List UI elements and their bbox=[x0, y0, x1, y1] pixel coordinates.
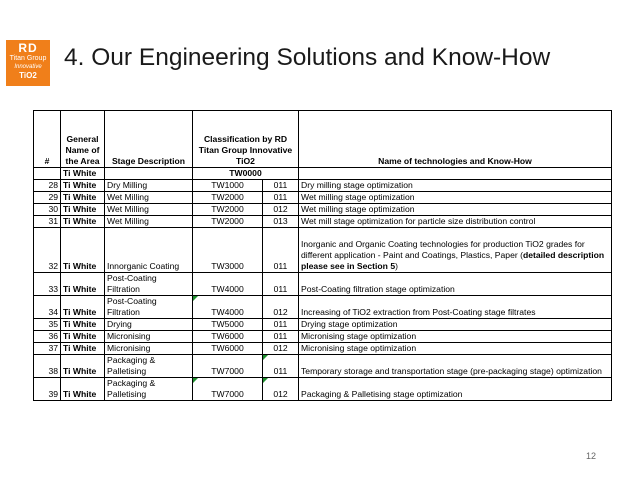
row-code: TW4000 bbox=[193, 273, 263, 296]
row-stage: Post-Coating Filtration bbox=[105, 273, 193, 296]
group-name bbox=[299, 168, 612, 180]
row-number: 34 bbox=[34, 296, 61, 319]
row-subcode: 012 bbox=[263, 204, 299, 216]
header-row bbox=[34, 111, 612, 168]
table-row bbox=[34, 273, 612, 296]
page-number: 12 bbox=[586, 451, 597, 461]
logo-brand: RD bbox=[18, 41, 38, 55]
row-stage: Wet Milling bbox=[105, 216, 193, 228]
row-number: 30 bbox=[34, 204, 61, 216]
table-row bbox=[34, 228, 612, 273]
group-stage bbox=[105, 168, 193, 180]
row-area: Ti White bbox=[61, 273, 105, 296]
header-technology-name: Name of technologies and Know-How bbox=[299, 111, 612, 168]
row-code: TW6000 bbox=[193, 331, 263, 343]
row-number: 33 bbox=[34, 273, 61, 296]
row-code: TW3000 bbox=[193, 228, 263, 273]
row-technology-name bbox=[299, 228, 612, 273]
row-technology-name: Drying stage optimization bbox=[299, 319, 612, 331]
row-technology-name: Temporary storage and transportation stage (pre-packaging stage) optimization bbox=[299, 355, 612, 378]
row-code: TW6000 bbox=[193, 343, 263, 355]
logo-line-3: TiO2 bbox=[19, 71, 37, 80]
table-row bbox=[34, 378, 612, 401]
row-area: Ti White bbox=[61, 180, 105, 192]
know-how-table bbox=[33, 110, 612, 401]
header-area: General Name of the Area bbox=[61, 111, 105, 168]
row-stage: Micronising bbox=[105, 331, 193, 343]
row-stage: Dry Milling bbox=[105, 180, 193, 192]
row-stage: Wet Milling bbox=[105, 204, 193, 216]
row-technology-name: Increasing of TiO2 extraction from Post-Coating stage filtrates bbox=[299, 296, 612, 319]
table-row bbox=[34, 204, 612, 216]
slide-title: 4. Our Engineering Solutions and Know-How bbox=[64, 44, 551, 71]
row-code: TW2000 bbox=[193, 216, 263, 228]
header-stage: Stage Description bbox=[105, 111, 193, 168]
company-logo bbox=[6, 40, 50, 86]
row-technology-name: Wet milling stage optimization bbox=[299, 204, 612, 216]
row-subcode: 012 bbox=[263, 296, 299, 319]
row-code: TW7000 bbox=[193, 378, 263, 401]
row-number: 29 bbox=[34, 192, 61, 204]
group-area: Ti White bbox=[61, 168, 105, 180]
row-area: Ti White bbox=[61, 192, 105, 204]
table-row bbox=[34, 343, 612, 355]
row-technology-name: Micronising stage optimization bbox=[299, 331, 612, 343]
row-subcode: 013 bbox=[263, 216, 299, 228]
section-reference: detailed description please see in Section 5 bbox=[301, 250, 605, 271]
row-area: Ti White bbox=[61, 296, 105, 319]
row-code: TW1000 bbox=[193, 180, 263, 192]
name-text: Inorganic and Organic Coating technologies for production TiO2 grades for different application - Paint and Coatings, Plastics, Paper ( bbox=[301, 239, 585, 260]
header-classification: Classification by RD Titan Group Innovative TiO2 bbox=[193, 111, 299, 168]
row-technology-name: Post-Coating filtration stage optimization bbox=[299, 273, 612, 296]
row-number: 32 bbox=[34, 228, 61, 273]
table-row bbox=[34, 180, 612, 192]
row-subcode: 012 bbox=[263, 343, 299, 355]
row-number: 38 bbox=[34, 355, 61, 378]
row-code: TW5000 bbox=[193, 319, 263, 331]
row-stage: Wet Milling bbox=[105, 192, 193, 204]
row-subcode: 011 bbox=[263, 355, 299, 378]
row-subcode: 011 bbox=[263, 331, 299, 343]
table-row bbox=[34, 319, 612, 331]
row-code: TW2000 bbox=[193, 204, 263, 216]
row-subcode: 011 bbox=[263, 273, 299, 296]
row-stage: Micronising bbox=[105, 343, 193, 355]
row-area: Ti White bbox=[61, 228, 105, 273]
row-area: Ti White bbox=[61, 204, 105, 216]
row-stage: Packaging & Palletising bbox=[105, 355, 193, 378]
row-code: TW2000 bbox=[193, 192, 263, 204]
group-code: TW0000 bbox=[193, 168, 299, 180]
row-stage: Post-Coating Filtration bbox=[105, 296, 193, 319]
row-code: TW4000 bbox=[193, 296, 263, 319]
row-stage: Packaging & Palletising bbox=[105, 378, 193, 401]
row-subcode: 011 bbox=[263, 319, 299, 331]
row-technology-name: Packaging & Palletising stage optimization bbox=[299, 378, 612, 401]
table-row bbox=[34, 355, 612, 378]
logo-line-2: Innovative bbox=[14, 64, 42, 70]
table-row bbox=[34, 331, 612, 343]
row-subcode: 011 bbox=[263, 228, 299, 273]
table-row bbox=[34, 296, 612, 319]
row-technology-name: Micronising stage optimization bbox=[299, 343, 612, 355]
row-number: 35 bbox=[34, 319, 61, 331]
row-code: TW7000 bbox=[193, 355, 263, 378]
row-technology-name: Wet milling stage optimization bbox=[299, 192, 612, 204]
row-technology-name: Dry milling stage optimization bbox=[299, 180, 612, 192]
name-text: ) bbox=[395, 261, 398, 271]
row-subcode: 011 bbox=[263, 180, 299, 192]
row-subcode: 011 bbox=[263, 192, 299, 204]
row-area: Ti White bbox=[61, 343, 105, 355]
row-stage: Innorganic Coating bbox=[105, 228, 193, 273]
row-area: Ti White bbox=[61, 216, 105, 228]
row-stage: Drying bbox=[105, 319, 193, 331]
row-area: Ti White bbox=[61, 378, 105, 401]
row-number: 36 bbox=[34, 331, 61, 343]
row-number: 39 bbox=[34, 378, 61, 401]
table-row bbox=[34, 192, 612, 204]
group-row bbox=[34, 168, 612, 180]
row-subcode: 012 bbox=[263, 378, 299, 401]
row-area: Ti White bbox=[61, 331, 105, 343]
row-area: Ti White bbox=[61, 355, 105, 378]
row-technology-name: Wet mill stage optimization for particle size distribution control bbox=[299, 216, 612, 228]
row-number: 37 bbox=[34, 343, 61, 355]
group-number bbox=[34, 168, 61, 180]
row-number: 31 bbox=[34, 216, 61, 228]
header-number: # bbox=[34, 111, 61, 168]
row-area: Ti White bbox=[61, 319, 105, 331]
row-number: 28 bbox=[34, 180, 61, 192]
logo-line-1: Titan Group bbox=[9, 55, 47, 62]
table-row bbox=[34, 216, 612, 228]
